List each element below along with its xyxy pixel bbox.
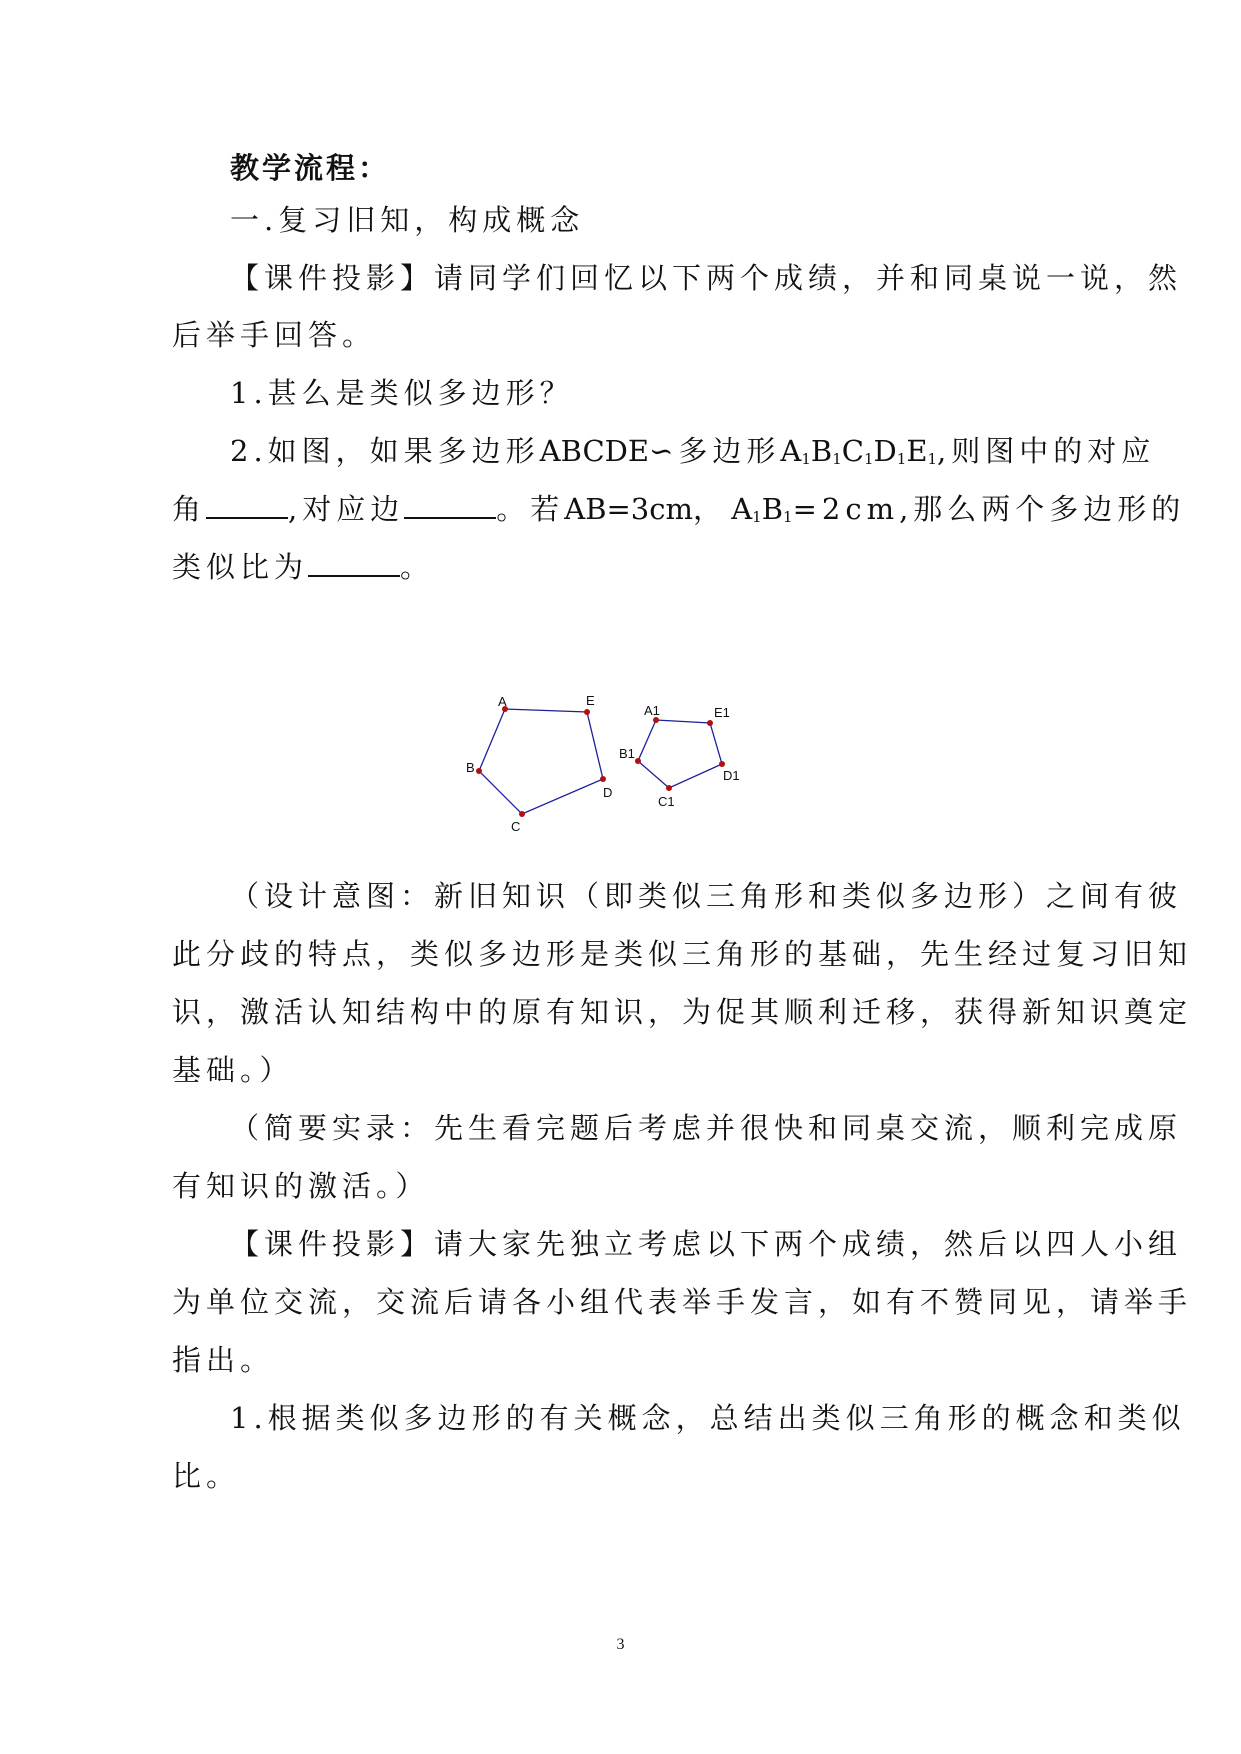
question-2-line-3 <box>172 547 1072 587</box>
label-d: D <box>603 785 613 800</box>
q2-a1b1-tail: =2cm,那么两个多边形的 <box>792 492 1186 526</box>
vertex-e1 <box>707 720 713 726</box>
vertex-c <box>519 811 525 817</box>
label-b: B <box>466 760 475 775</box>
paragraph-line: 指出。 <box>172 1343 275 1377</box>
question-2-line-2 <box>172 489 1186 537</box>
paragraph-line: 【课件投影】请大家先独立考虑以下两个成绩，然后以四人小组 <box>230 1227 1183 1261</box>
vertex-d <box>600 776 606 782</box>
question-3-line: 比。 <box>172 1459 241 1493</box>
paragraph-line: 后举手回答。 <box>172 318 377 352</box>
vertex-b <box>476 768 482 774</box>
q2-ab-length: AB=3cm， <box>564 492 722 526</box>
q2-angle-label: 角 <box>172 492 207 526</box>
page-number: 3 <box>616 1636 625 1653</box>
answer-blank-side[interactable] <box>404 489 496 519</box>
answer-blank-ratio[interactable] <box>308 547 400 577</box>
label-d1: D1 <box>723 768 740 783</box>
section-title: 一.复习旧知，构成概念 <box>230 203 585 237</box>
q2-side-label: ,对应边 <box>288 492 405 526</box>
q2-suffix: ,则图中的对应 <box>937 434 1156 468</box>
pentagon-abcde-outline <box>479 709 603 814</box>
paragraph-line: 【课件投影】请同学们回忆以下两个成绩，并和同桌说一说，然 <box>230 261 1183 295</box>
record-line: （简要实录：先生看完题后考虑并很快和同桌交流，顺利完成原 <box>230 1111 1183 1145</box>
vertex-b1 <box>635 758 641 764</box>
q2-prefix: 2.如图，如果多边形 <box>230 434 540 468</box>
vertex-d1 <box>719 761 725 767</box>
similar-pentagons-figure <box>460 690 780 840</box>
label-a: A <box>498 694 507 709</box>
design-intent-line: 此分歧的特点，类似多边形是类似三角形的基础，先生经过复习旧知 <box>172 937 1193 971</box>
answer-blank-angle[interactable] <box>206 489 288 519</box>
vertex-e <box>584 709 590 715</box>
question-1: 1.甚么是类似多边形？ <box>230 376 574 410</box>
paragraph-line: 为单位交流，交流后请各小组代表举手发言，如有不赞同见，请举手 <box>172 1285 1193 1319</box>
record-line: 有知识的激活。） <box>172 1169 430 1203</box>
pentagon-a1b1c1d1e1-outline <box>638 720 722 788</box>
design-intent-line: 基础。） <box>172 1053 294 1087</box>
question-3-line: 1.根据类似多边形的有关概念，总结出类似三角形的概念和类似 <box>230 1401 1186 1435</box>
label-e1: E1 <box>714 705 730 720</box>
section-heading: 教学流程： <box>230 151 391 185</box>
pentagon-abcde <box>466 693 612 834</box>
q2-abcde: ABCDE <box>539 434 650 468</box>
pentagon-a1b1c1d1e1 <box>619 703 740 809</box>
label-a1: A1 <box>644 703 660 718</box>
design-intent-line: （设计意图：新旧知识（即类似三角形和类似多边形）之间有彼 <box>230 879 1183 913</box>
vertex-c1 <box>666 785 672 791</box>
q2-polygon-name: $A_1B_1C_1D_1E_1$ <box>780 434 938 468</box>
label-b1: B1 <box>619 746 635 761</box>
label-c1: C1 <box>658 794 675 809</box>
label-c: C <box>511 819 521 834</box>
q2-similar: ∽多边形 <box>649 434 781 468</box>
q2-ratio-label: 类似比为 <box>172 550 309 584</box>
question-2-line-1 <box>230 431 1156 479</box>
q2-period: 。 <box>400 550 435 584</box>
design-intent-line: 识，激活认知结构中的原有知识，为促其顺利迁移，获得新知识奠定 <box>172 995 1193 1029</box>
label-e: E <box>586 693 595 708</box>
q2-if: 。若 <box>496 492 565 526</box>
q2-a1b1: $A_1B_1$ <box>731 492 793 526</box>
